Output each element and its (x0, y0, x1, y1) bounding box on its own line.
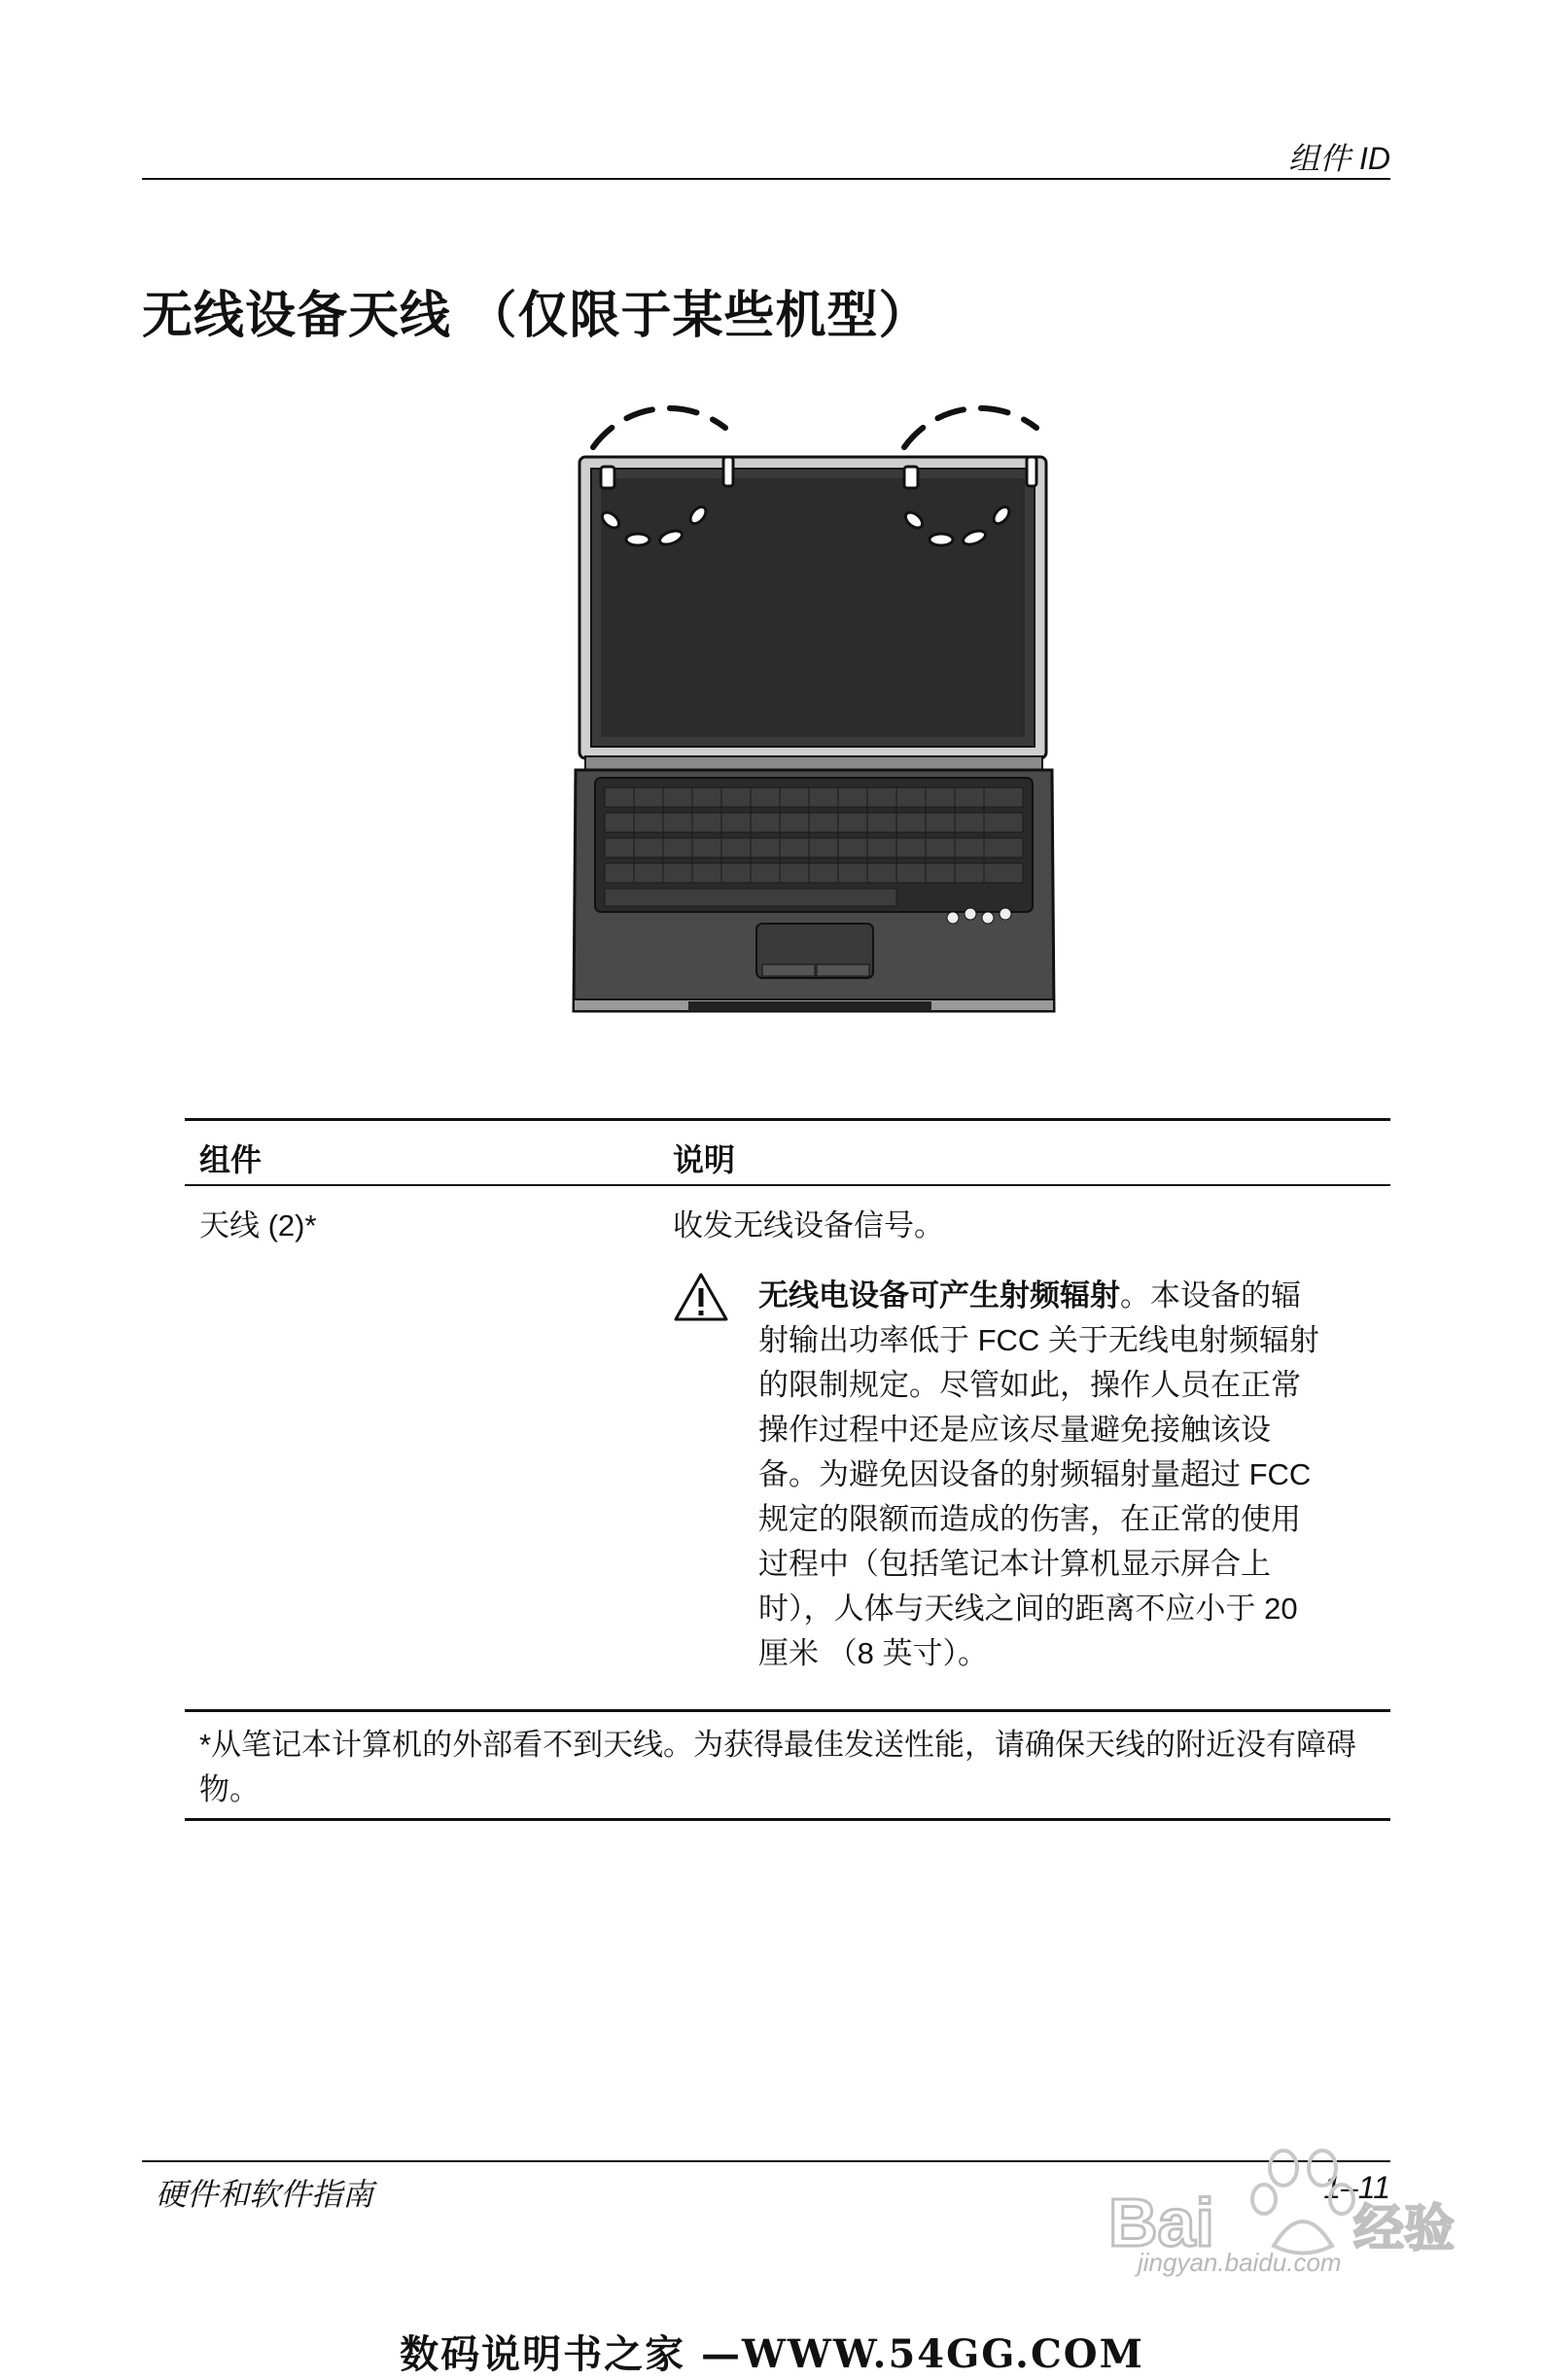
warning-text (758, 1274, 1322, 1676)
table-header-description: 说明 (673, 1142, 736, 1177)
warning-triangle-icon (673, 1272, 729, 1322)
warning-bold: 无线电设备可产生射频辐射 (758, 1278, 1120, 1312)
watermark-url: jingyan.baidu.com (1138, 2248, 1342, 2277)
header-rule (142, 178, 1390, 180)
table-footnote-rule (185, 1709, 1390, 1712)
bottom-banner: 数码说明书之家 —WWW.54GG.COM (400, 2331, 1144, 2377)
section-label: 组件 ID (1288, 141, 1390, 176)
table-footnote: *从笔记本计算机的外部看不到天线。为获得最佳发送性能，请确保天线的附近没有障碍物。 (199, 1728, 1357, 1806)
table-header-component: 组件 (199, 1142, 263, 1177)
warning-body: 。本设备的辐射输出功率低于 FCC 关于无线电射频辐射的限制规定。尽管如此，操作人员在正常操作过程中还是应该尽量避免接触该设备。为避免因设备的射频辐射量超过 FCC 规定的限额而造成的伤害，在正常的使用过程中（包括笔记本计算机显示屏合上时），人体与天线之间的距离不应小于 20 厘米 （8 英寸）。 (758, 1278, 1319, 1670)
table-top-rule (185, 1118, 1390, 1121)
laptop-antenna-illustration (562, 389, 1068, 1021)
svg-text:Bai: Bai (1108, 2185, 1214, 2260)
page-number: 1–11 (1323, 2170, 1390, 2205)
page-title: 无线设备天线 （仅限于某些机型） (142, 288, 930, 344)
table-cell-description: 收发无线设备信号。 (673, 1208, 944, 1242)
svg-text:经验: 经验 (1353, 2200, 1456, 2258)
table-cell-component: 天线 (2)* (199, 1208, 317, 1242)
table-header-rule (185, 1184, 1390, 1186)
guide-title: 硬件和软件指南 (156, 2177, 374, 2212)
table-bottom-rule (185, 1818, 1390, 1821)
